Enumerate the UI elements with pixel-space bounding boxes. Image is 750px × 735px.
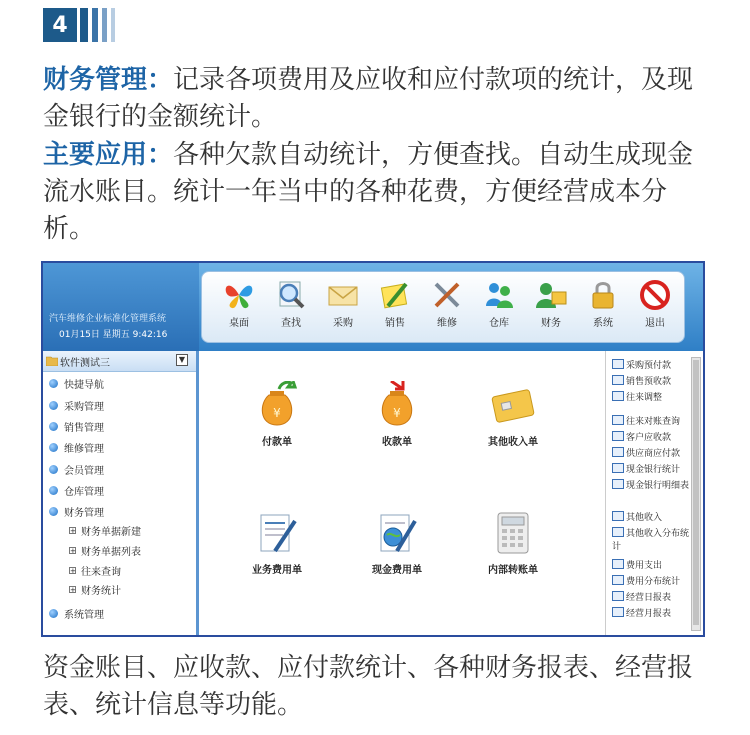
toolbar-system-button[interactable] [578,276,628,340]
report-link-label: 现金银行统计 [626,465,681,475]
bullet-icon [49,609,58,618]
datetime-display: 01月15日 星期五 9:42:16 [59,330,168,340]
folder-icon [46,355,58,366]
magnifier-icon [274,278,308,312]
module-label: 付款单 [262,437,292,448]
people-icon [482,278,516,312]
toolbar-label: 桌面 [229,318,249,329]
money-bag-in-icon [375,381,419,429]
module-label: 其他收入单 [488,437,538,448]
section-number: 4 [43,8,77,42]
expand-icon[interactable]: + [70,546,76,555]
bullet-icon [49,401,58,410]
report-link[interactable] [612,591,690,605]
account-selector[interactable] [43,351,196,372]
tree-item-label: 往来查询 [81,566,121,578]
system-title: 汽车维修企业标准化管理系统 [49,314,167,324]
main-toolbar [201,271,685,343]
document-pen-icon [255,509,299,557]
toolbar-label: 财务 [541,318,561,329]
window-icon [612,415,624,425]
report-link[interactable] [612,463,690,477]
app-header [43,263,703,351]
module-business-expense[interactable] [227,509,327,576]
section-badge [43,8,119,42]
sidebar-item-member[interactable] [49,461,104,477]
report-link-label: 采购预付款 [626,361,672,371]
tree-item-ledger-query[interactable] [69,562,121,578]
window-icon [612,511,624,521]
tree-item-finance-stats[interactable] [69,581,121,597]
toolbar-exit-button[interactable] [630,276,680,340]
report-link-label: 费用分布统计 [626,577,681,587]
report-link-label: 费用支出 [626,561,663,571]
toolbar-repair-button[interactable] [422,276,472,340]
report-link-label: 其他收入分布统计 [612,529,690,552]
sidebar-item-label: 采购管理 [64,401,104,413]
window-icon [612,559,624,569]
chevron-down-icon[interactable]: ▼ [176,354,188,366]
window-icon [612,375,624,385]
window-icon [612,391,624,401]
finance-description: 记录各项费用及应收和应付款项的统计，及现金银行的金额统计。 [43,65,694,132]
sidebar-item-label: 系统管理 [64,609,104,621]
sidebar-item-system[interactable] [49,605,104,621]
account-name: 软件测试三 [60,358,110,369]
stop-icon [638,278,672,312]
sidebar-item-label: 财务管理 [64,507,104,519]
sidebar-item-warehouse[interactable] [49,482,104,498]
expand-icon[interactable]: + [70,585,76,594]
badge-bar [80,8,88,42]
vertical-scrollbar[interactable] [691,357,701,631]
report-link[interactable] [612,415,690,429]
app-window [41,261,705,637]
toolbar-warehouse-button[interactable] [474,276,524,340]
toolbar-search-button[interactable] [266,276,316,340]
module-receipt-voucher[interactable] [347,381,447,448]
report-link-label: 供应商应付款 [626,449,681,459]
money-bag-out-icon [255,381,299,429]
toolbar-label: 查找 [281,318,301,329]
tree-item-label: 财务统计 [81,585,121,597]
report-link[interactable] [612,559,690,573]
window-icon [612,591,624,601]
tree-item-label: 财务单据列表 [81,546,141,558]
toolbar-finance-button[interactable] [526,276,576,340]
bullet-icon [49,465,58,474]
window-icon [612,607,624,617]
report-link[interactable] [612,359,690,373]
report-link-label: 销售预收款 [626,377,672,387]
finance-keyword: 财务管理： [43,65,174,95]
badge-bar [111,8,115,42]
main-use-paragraph [43,137,713,248]
report-link[interactable] [612,479,690,493]
bullet-icon [49,507,58,516]
module-label: 业务费用单 [252,565,302,576]
main-use-keyword: 主要应用： [43,140,174,170]
bullet-icon [49,443,58,452]
report-link-label: 现金银行明细表 [626,481,690,491]
sidebar-item-label: 维修管理 [64,443,104,455]
report-link-label: 其他收入 [626,513,663,523]
sidebar-item-label: 销售管理 [64,422,104,434]
scrollbar-thumb[interactable] [693,360,699,625]
sidebar-item-quick-nav[interactable] [49,375,104,391]
window-icon [612,447,624,457]
toolbar-label: 系统 [593,318,613,329]
tools-icon [430,278,464,312]
badge-bar [102,8,107,42]
report-link[interactable] [612,431,690,445]
report-link[interactable] [612,607,690,621]
svg-text:¥: ¥ [273,406,281,420]
badge-bars [80,8,119,42]
tree-item-finance-new[interactable] [69,522,141,538]
sidebar-item-sales[interactable] [49,418,104,434]
module-cash-expense[interactable] [347,509,447,576]
module-label: 现金费用单 [372,565,422,576]
tree-item-label: 财务单据新建 [81,526,141,538]
toolbar-sales-button[interactable] [370,276,420,340]
module-grid [199,351,605,635]
document-globe-icon [375,509,419,557]
pencil-note-icon [378,278,412,312]
window-icon [612,431,624,441]
bullet-icon [49,422,58,431]
window-icon [612,359,624,369]
window-icon [612,575,624,585]
sidebar-item-repair[interactable] [49,439,104,455]
report-links-panel [605,351,703,635]
report-link[interactable] [612,575,690,589]
module-label: 收款单 [382,437,412,448]
report-link[interactable] [612,391,690,405]
sidebar-item-label: 会员管理 [64,465,104,477]
report-link-label: 往来调整 [626,393,663,403]
nav-sidebar [43,351,199,635]
bullet-icon [49,379,58,388]
envelope-icon [326,278,360,312]
module-internal-transfer[interactable] [463,509,563,576]
report-link-label: 往来对账查询 [626,417,681,427]
window-icon [612,463,624,473]
credit-card-icon [490,385,536,429]
module-other-income[interactable] [463,385,563,448]
sidebar-item-label: 快捷导航 [64,379,104,391]
sidebar-item-label: 仓库管理 [64,486,104,498]
report-link[interactable] [612,447,690,461]
lock-icon [586,278,620,312]
module-payment-voucher[interactable] [227,381,327,448]
sidebar-item-purchase[interactable] [49,397,104,413]
report-link-label: 经营日报表 [626,593,672,603]
main-use-description: 各种欠款自动统计，方便查找。自动生成现金流水账目。统计一年当中的各种花费，方便经营成本分析。 [43,140,694,244]
window-icon [612,479,624,489]
expand-icon[interactable]: + [70,566,76,575]
toolbar-label: 维修 [437,318,457,329]
sidebar-item-finance[interactable] [49,503,104,519]
toolbar-label: 仓库 [489,318,509,329]
report-link-label: 经营月报表 [626,609,672,619]
report-link[interactable] [612,375,690,389]
features-summary: 资金账目、应收款、应付款统计、各种财务报表、经营报表、统计信息等功能。 [43,653,694,720]
calculator-icon [493,509,533,557]
badge-bar [92,8,98,42]
report-link[interactable] [612,511,690,525]
user-card-icon [534,278,568,312]
finance-paragraph [43,62,713,136]
tree-item-finance-list[interactable] [69,542,141,558]
header-brand [43,263,199,351]
bullet-icon [49,486,58,495]
toolbar-purchase-button[interactable] [318,276,368,340]
module-label: 内部转账单 [488,565,538,576]
toolbar-label: 销售 [385,318,405,329]
toolbar-desktop-button[interactable] [214,276,264,340]
toolbar-label: 采购 [333,318,353,329]
butterfly-icon [222,278,256,312]
report-link-label: 客户应收款 [626,433,672,443]
expand-icon[interactable]: + [70,526,76,535]
window-icon [612,527,624,537]
report-link[interactable] [612,527,690,554]
svg-text:¥: ¥ [393,406,401,420]
toolbar-label: 退出 [645,318,665,329]
